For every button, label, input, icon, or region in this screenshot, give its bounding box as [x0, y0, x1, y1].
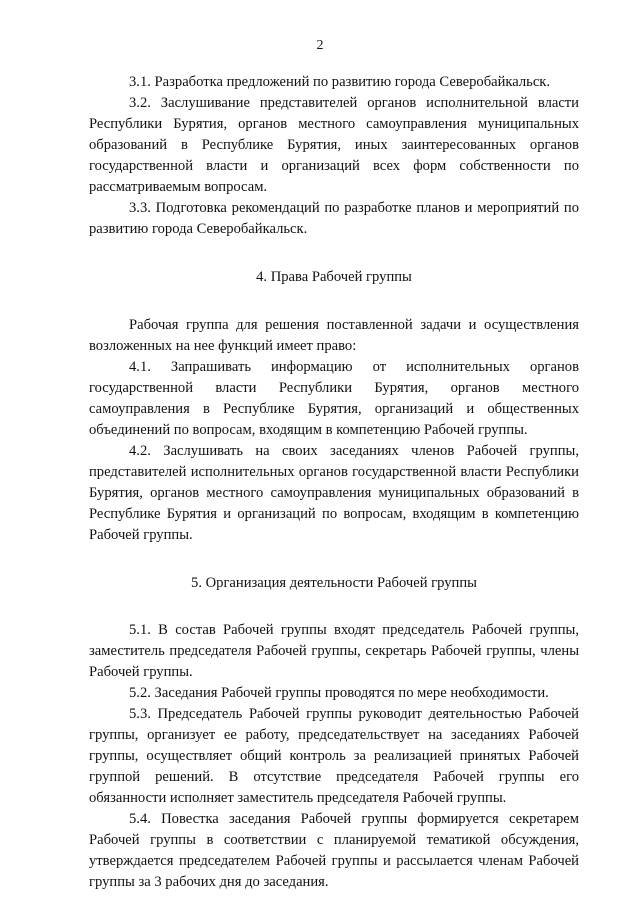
paragraph-3-3: 3.3. Подготовка рекомендаций по разработке планов и мероприятий по развитию города Северобайкальск. — [89, 200, 579, 237]
paragraph-4-2: 4.2. Заслушивать на своих заседаниях членов Рабочей группы, представителей исполнительных органов государственной власти Республики Бурятия, органов местного самоуправления муниципальных образований в Республике Бурятия и организаций по вопросам, входящим в компетенцию Рабочей группы. — [89, 443, 579, 543]
paragraph-3-1: 3.1. Разработка предложений по развитию города Северобайкальск. — [129, 74, 551, 90]
paragraph-5-4: 5.4. Повестка заседания Рабочей группы формируется секретарем Рабочей группы в соответствии с планируемой тематикой обсуждения, утверждается председателем Рабочей группы и рассылается членам Рабочей группы за 3 рабочих дня до заседания. — [89, 811, 579, 890]
section-5-heading: 5. Организация деятельности Рабочей группы — [191, 575, 477, 591]
section-4-heading: 4. Права Рабочей группы — [256, 269, 412, 285]
document-body — [89, 72, 579, 893]
paragraph-5-1: 5.1. В состав Рабочей группы входят председатель Рабочей группы, заместитель председателя Рабочей группы, секретарь Рабочей группы, члены Рабочей группы. — [89, 622, 579, 680]
section-4-intro: Рабочая группа для решения поставленной задачи и осуществления возложенных на нее функций имеет право: — [89, 317, 579, 354]
paragraph-3-2: 3.2. Заслушивание представителей органов исполнительной власти Республики Бурятия, органов местного самоуправления муниципальных образований в Республике Бурятия, иных заинтересованных органов государственной власти и организаций всех форм собственности по рассматриваемым вопросам. — [89, 95, 579, 195]
paragraph-4-1: 4.1. Запрашивать информацию от исполнительных органов государственной власти Республики Бурятия, органов местного самоуправления в Республике Бурятия, организаций и общественных объединений по вопросам, входящим в компетенцию Рабочей группы. — [89, 359, 579, 438]
paragraph-5-2: 5.2. Заседания Рабочей группы проводятся по мере необходимости. — [129, 685, 549, 701]
page-number: 2 — [316, 38, 324, 53]
paragraph-5-3: 5.3. Председатель Рабочей группы руководит деятельностью Рабочей группы, организует ее работу, председательствует на заседаниях Рабочей группы, осуществляет общий контроль за реализацией принятых Рабочей группой решений. В отсутствие председателя Рабочей группы его обязанности исполняет заместитель председателя Рабочей группы. — [89, 706, 579, 806]
